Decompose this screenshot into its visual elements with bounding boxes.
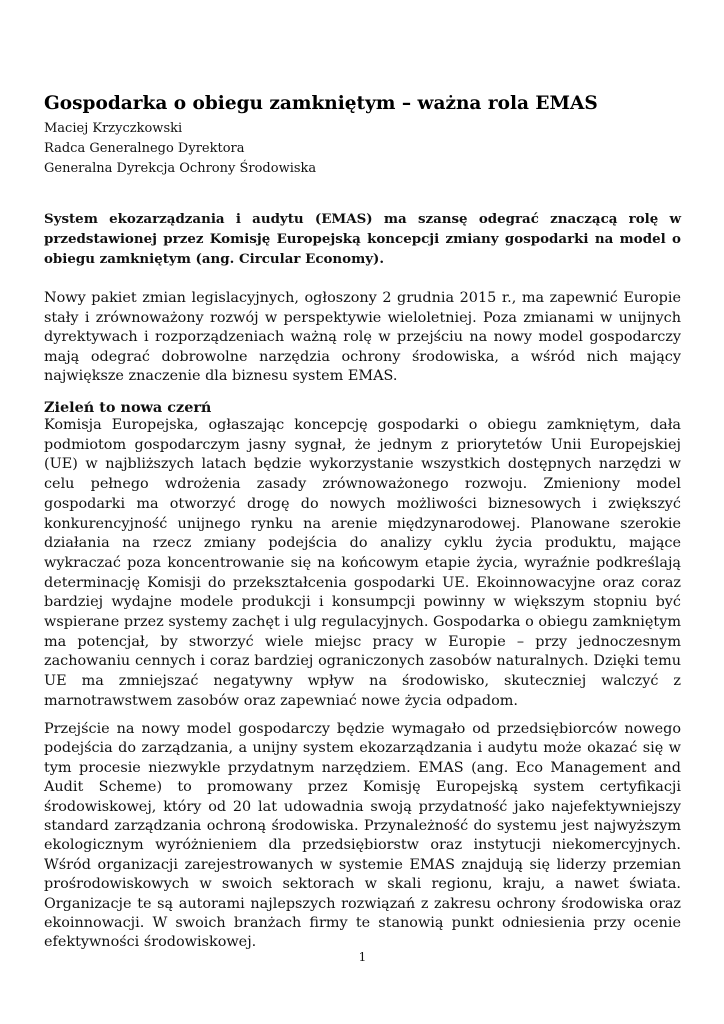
author-block — [44, 119, 316, 179]
lead-paragraph: System ekozarządzania i audytu (EMAS) ma szansę odegrać znaczącą rolę w przedstawionej przez Komisję Europejską koncepcji zmiany gospodarki na model o obiegu zamkniętym (ang. Circular Economy). — [44, 211, 681, 267]
author-name: Maciej Krzyczkowski — [44, 121, 183, 136]
paragraph-2: Komisja Europejska, ogłaszając koncepcję gospodarki o obiegu zamkniętym, dała podmiotom gospodarczym jasny sygnał, że jednym z priorytetów Unii Europejskiej (UE) w najbliższych latach będzie wykorzystanie wszystkich dostępnych narzędzi w celu pełnego wdrożenia zasady zrównoważonego rozwoju. Zmieniony model gospodarki ma otworzyć drogę do nowych możliwości biznesowych i zwiększyć konkurencyjność unijnego rynku na arenie międzynarodowej. Planowane szerokie działania na rzecz zmiany podejścia do analizy cyklu życia produktu, mające wykraczać poza koncentrowanie się na końcowym etapie życia, wyraźnie podkreślają determinację Komisji do przekształcenia gospodarki UE. Ekoinnowacyjne oraz coraz bardziej wydajne modele produkcji i konsumpcji powinny w większym stopniu być wspierane przez systemy zachęt i ulg regulacyjnych. Gospodarka o obiegu zamkniętym ma potencjał, by stworzyć wiele miejsc pracy w Europie – przy jednoczesnym zachowaniu cennych i coraz bardziej ograniczonych zasobów naturalnych. Dzięki temu UE ma zmniejszać negatywny wpływ na środowisko, skuteczniej walczyć z marnotrawstwem zasobów oraz zapewniać nowe życia odpadom. — [44, 417, 681, 709]
document-title: Gospodarka o obiegu zamkniętym – ważna rola EMAS — [44, 93, 598, 114]
page-number: 1 — [358, 950, 367, 964]
section-heading: Zieleń to nowa czerń — [44, 399, 212, 416]
author-organization: Generalna Dyrekcja Ochrony Środowiska — [44, 161, 317, 176]
paragraph-1: Nowy pakiet zmian legislacyjnych, ogłoszony 2 grudnia 2015 r., ma zapewnić Europie stały i zrównoważony rozwój w perspektywie wieloletniej. Poza zmianami w unijnych dyrektywach i rozporządzeniach ważną rolę w przejściu na nowy model gospodarczy mają odegrać dobrowolne narzędzia ochrony środowiska, a wśród nich mający największe znaczenie dla biznesu system EMAS. — [44, 290, 681, 385]
author-position: Radca Generalnego Dyrektora — [44, 141, 245, 156]
paragraph-3: Przejście na nowy model gospodarczy będzie wymagało od przedsiębiorców nowego podejścia do zarządzania, a unijny system ekozarządzania i audytu może okazać się w tym procesie niezwykle przydatnym narzędziem. EMAS (ang. Eco Management and Audit Scheme) to promowany przez Komisję Europejską system certyfikacji środowiskowej, który od 20 lat udowadnia swoją przydatność jako najefektywniejszy standard zarządzania ochroną środowiska. Przynależność do systemu jest najwyższym ekologicznym wyróżnieniem dla przedsiębiorstw oraz instytucji niekomercyjnych. Wśród organizacji zarejestrowanych w systemie EMAS znajdują się liderzy przemian prośrodowiskowych w swoich sektorach w skali regionu, kraju, a nawet świata. Organizacje te są autorami najlepszych rozwiązań z zakresu ochrony środowiska oraz ekoinnowacji. W swoich branżach firmy te stanowią punkt odniesienia przy ocenie efektywności środowiskowej. — [44, 721, 681, 951]
